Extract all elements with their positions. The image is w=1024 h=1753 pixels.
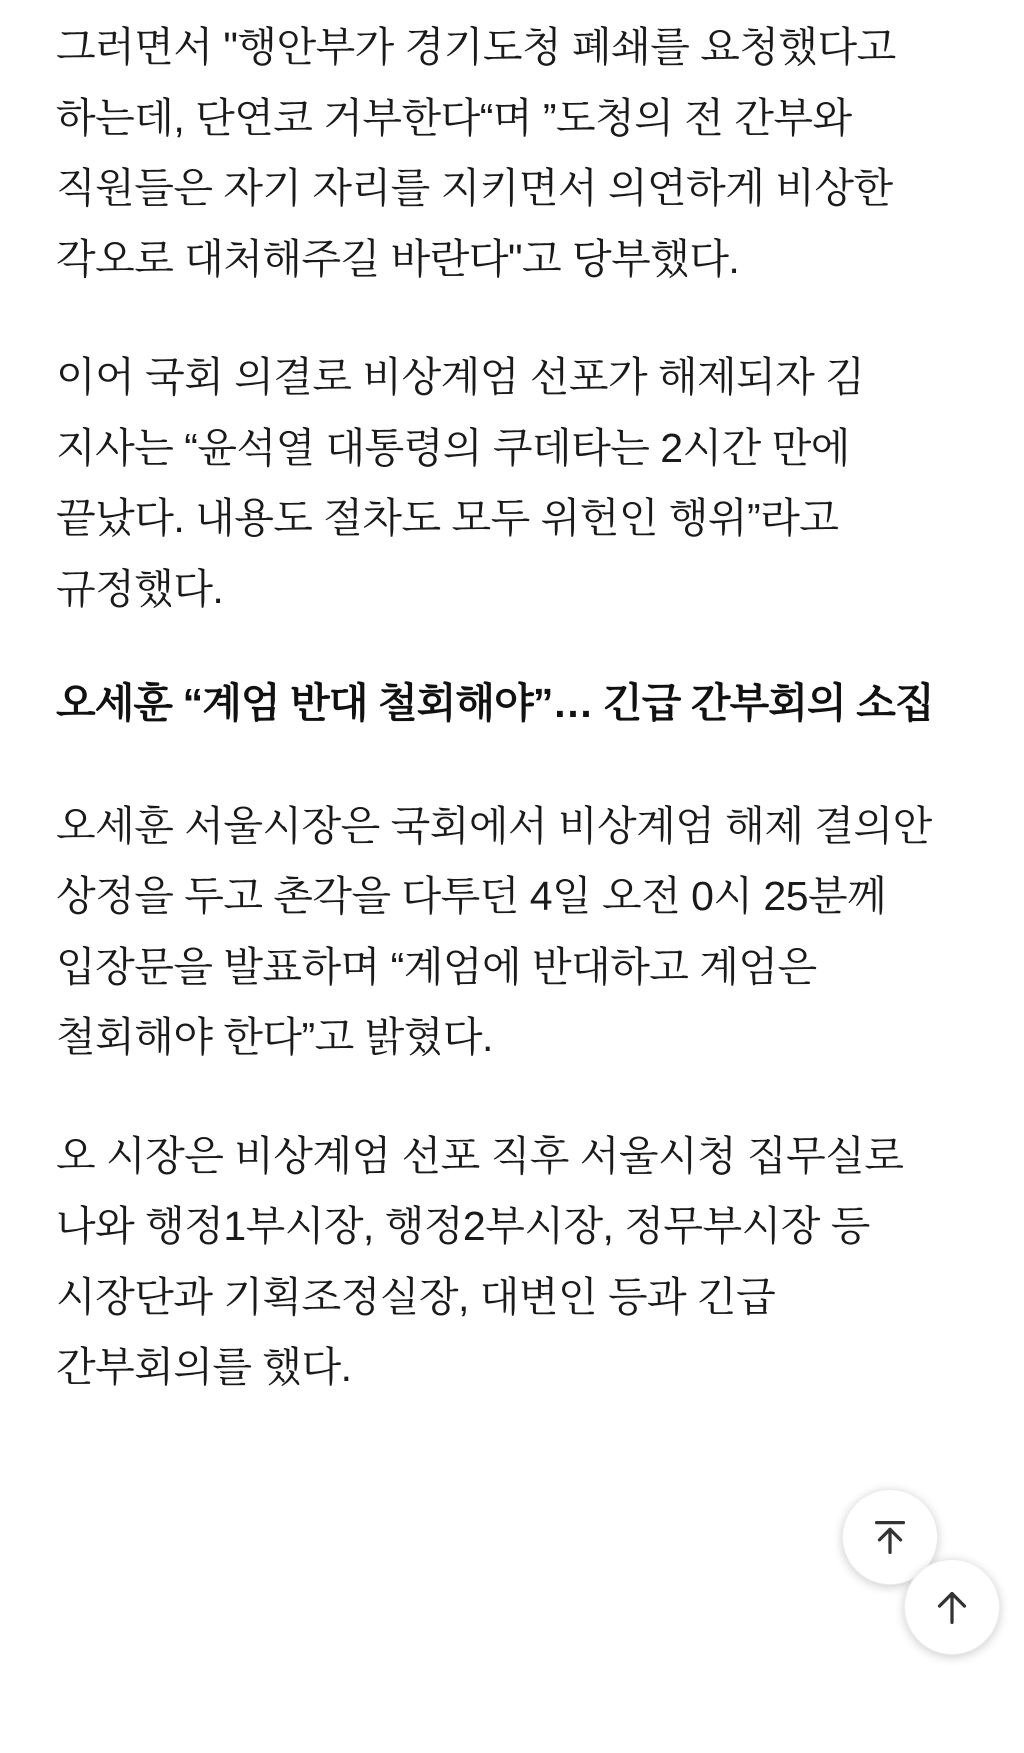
paragraph: 오세훈 서울시장은 국회에서 비상계엄 해제 결의안 상정을 두고 촌각을 다투던 4일 오전 0시 25분께 입장문을 발표하며 “계엄에 반대하고 계엄은 철회해야 한다”고 밝혔다. <box>56 802 932 1061</box>
paragraph: 이어 국회 의결로 비상계엄 선포가 해제되자 김 지사는 “윤석열 대통령의 쿠데타는 2시간 만에 끝났다. 내용도 절차도 모두 위헌인 행위”라고 규정했다. <box>56 354 865 612</box>
paragraph: 그러면서 "행안부가 경기도청 폐쇄를 요청했다고 하는데, 단연코 거부한다“며 ”도청의 전 간부와 직원들은 자기 자리를 지키면서 의연하게 비상한 각오로 대처해주길 바란다"고 당부했다. <box>56 24 896 282</box>
paragraph: 오 시장은 비상계엄 선포 직후 서울시청 집무실로 나와 행정1부시장, 행정2부시장, 정무부시장 등 시장단과 기획조정실장, 대변인 등과 긴급 간부회의를 했다. <box>56 1132 904 1391</box>
scroll-up-button[interactable] <box>904 1559 1000 1655</box>
section-subheading: 오세훈 “계엄 반대 철회해야”… 긴급 간부회의 소집 <box>56 680 934 727</box>
arrow-up-icon <box>929 1584 975 1630</box>
arrow-up-to-line-icon <box>867 1514 913 1560</box>
